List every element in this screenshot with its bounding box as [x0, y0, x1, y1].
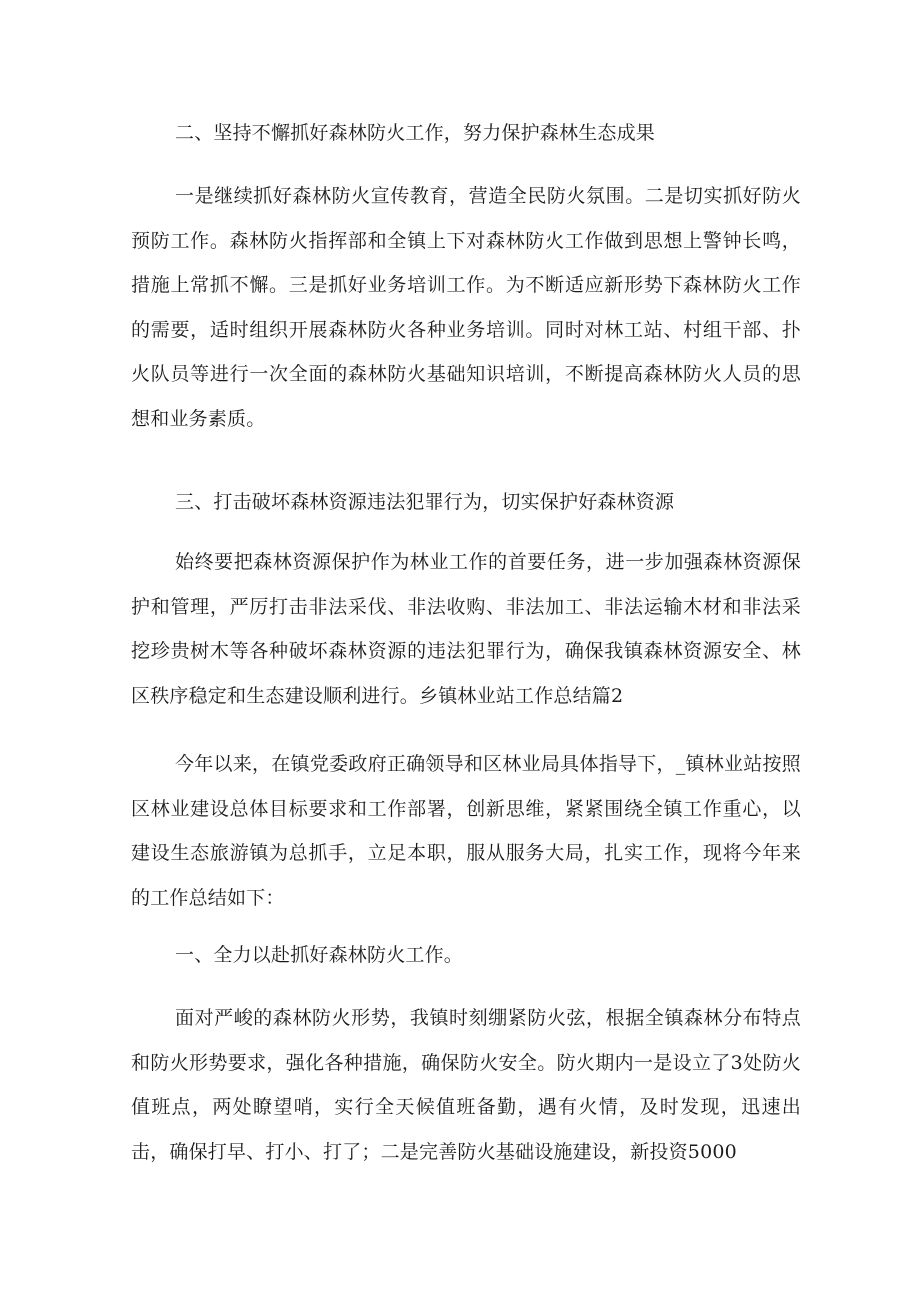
- section-heading-fire-work: 一、全力以赴抓好森林防火工作。: [175, 944, 464, 966]
- paragraph-resource-protection: 始终要把森林资源保护作为林业工作的首要任务，进一步加强森林资源保护和管理，严厉打击非法采伐、非法收购、非法加工、非法运输木材和非法采挖珍贵树木等各种破坏森林资源的违法犯罪行为，确保我镇森林资源安全、林区秩序稳定和生态建设顺利进行。乡镇林业站工作总结篇2: [131, 551, 801, 707]
- section-heading-forest-fire: 二、坚持不懈抓好森林防火工作，努力保护森林生态成果: [175, 122, 656, 144]
- paragraph-annual-summary-intro: 今年以来，在镇党委政府正确领导和区林业局具体指导下，_镇林业站按照区林业建设总体目标要求和工作部署，创新思维，紧紧围绕全镇工作重心，以建设生态旅游镇为总抓手，立足本职，服从服务大局，扎实工作，现将今年来的工作总结如下：: [131, 753, 801, 909]
- paragraph-fire-prevention: 一是继续抓好森林防火宣传教育，营造全民防火氛围。二是切实抓好防火预防工作。森林防火指挥部和全镇上下对森林防火工作做到思想上警钟长鸣，措施上常抓不懈。三是抓好业务培训工作。为不断适应新形势下森林防火工作的需要，适时组织开展森林防火各种业务培训。同时对林工站、村组干部、扑火队员等进行一次全面的森林防火基础知识培训，不断提高森林防火人员的思想和业务素质。: [131, 185, 801, 430]
- section-heading-resource-protection: 三、打击破坏森林资源违法犯罪行为，切实保护好森林资源: [175, 491, 675, 513]
- paragraph-fire-measures: 面对严峻的森林防火形势，我镇时刻绷紧防火弦，根据全镇森林分布特点和防火形势要求，强化各种措施，确保防火安全。防火期内一是设立了3处防火值班点，两处瞭望哨，实行全天候值班备勤，遇有火情，及时发现，迅速出击，确保打早、打小、打了；二是完善防火基础设施建设，新投资5000: [131, 1007, 801, 1163]
